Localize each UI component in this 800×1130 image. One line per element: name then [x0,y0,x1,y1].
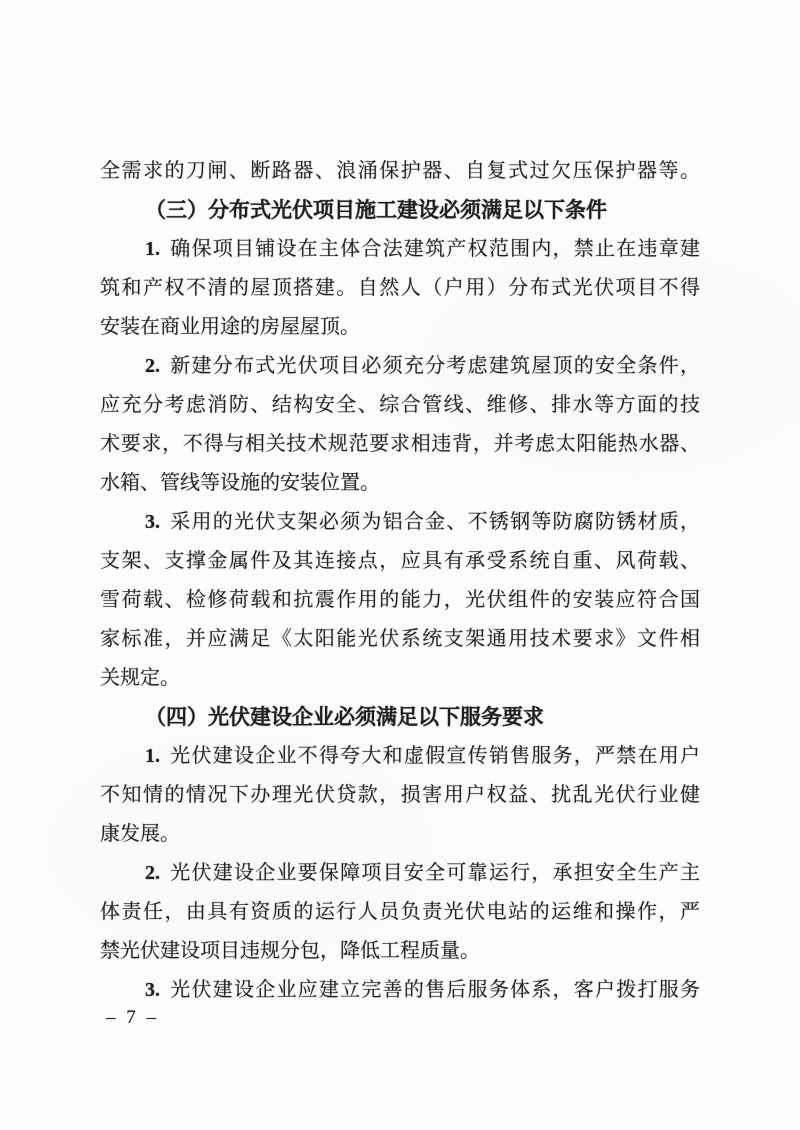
list-number: 1. [145,238,160,260]
line-text: 雪荷载、检修荷载和抗震作用的能力，光伏组件的安装应符合国 [100,589,700,611]
list-number: 1. [145,745,160,767]
line-text: 康发展。 [100,823,180,845]
line-text: 光伏建设企业要保障项目安全可靠运行，承担安全生产主 [169,862,700,884]
line-text: 支架、支撑金属件及其连接点，应具有承受系统自重、风荷载、 [100,550,700,572]
text-line [100,269,700,308]
text-line [100,464,700,503]
text-line [100,620,700,659]
text-line [100,893,700,932]
line-text: 确保项目铺设在主体合法建筑产权范围内，禁止在违章建 [169,238,700,260]
line-text: 家标准，并应满足《太阳能光伏系统支架通用技术要求》文件相 [100,628,700,650]
text-line [100,386,700,425]
line-text: 光伏建设企业应建立完善的售后服务体系，客户拨打服务 [169,979,700,1001]
heading-text: （四）光伏建设企业必须满足以下服务要求 [145,705,544,729]
section-heading-3 [100,191,700,230]
line-text: 全需求的刀闸、断路器、浪涌保护器、自复式过欠压保护器等。 [100,160,700,182]
line-text: 关规定。 [100,667,180,689]
document-body [100,152,700,1010]
line-text: 筑和产权不清的屋顶搭建。自然人（户用）分布式光伏项目不得 [100,277,700,299]
line-text: 不知情的情况下办理光伏贷款，损害用户权益、扰乱光伏行业健 [100,784,700,806]
list-number: 3. [145,979,160,1001]
line-text: 水箱、管线等设施的安装位置。 [100,472,380,494]
line-text: 光伏建设企业不得夸大和虚假宣传销售服务，严禁在用户 [169,745,700,767]
text-line [100,152,700,191]
list-item-line [100,230,700,269]
list-item-line [100,347,700,386]
text-line [100,308,700,347]
list-item-line [100,503,700,542]
line-text: 采用的光伏支架必须为铝合金、不锈钢等防腐防锈材质， [169,511,700,533]
text-line [100,659,700,698]
line-text: 安装在商业用途的房屋屋顶。 [100,316,360,338]
page-number: – 7 – [106,1007,159,1028]
line-text: 禁光伏建设项目违规分包，降低工程质量。 [100,940,480,962]
line-text: 应充分考虑消防、结构安全、综合管线、维修、排水等方面的技 [100,394,700,416]
text-line [100,776,700,815]
list-item-line [100,854,700,893]
heading-text: （三）分布式光伏项目施工建设必须满足以下条件 [145,198,607,222]
text-line [100,932,700,971]
section-heading-4 [100,698,700,737]
list-number: 2. [145,355,160,377]
list-number: 3. [145,511,160,533]
line-text: 术要求，不得与相关技术规范要求相违背，并考虑太阳能热水器、 [100,433,700,455]
list-item-line [100,737,700,776]
text-line [100,815,700,854]
line-text: 体责任，由具有资质的运行人员负责光伏电站的运维和操作，严 [100,901,700,923]
text-line [100,425,700,464]
list-number: 2. [145,862,160,884]
list-item-line [100,971,700,1010]
line-text: 新建分布式光伏项目必须充分考虑建筑屋顶的安全条件， [169,355,700,377]
text-line [100,581,700,620]
text-line [100,542,700,581]
